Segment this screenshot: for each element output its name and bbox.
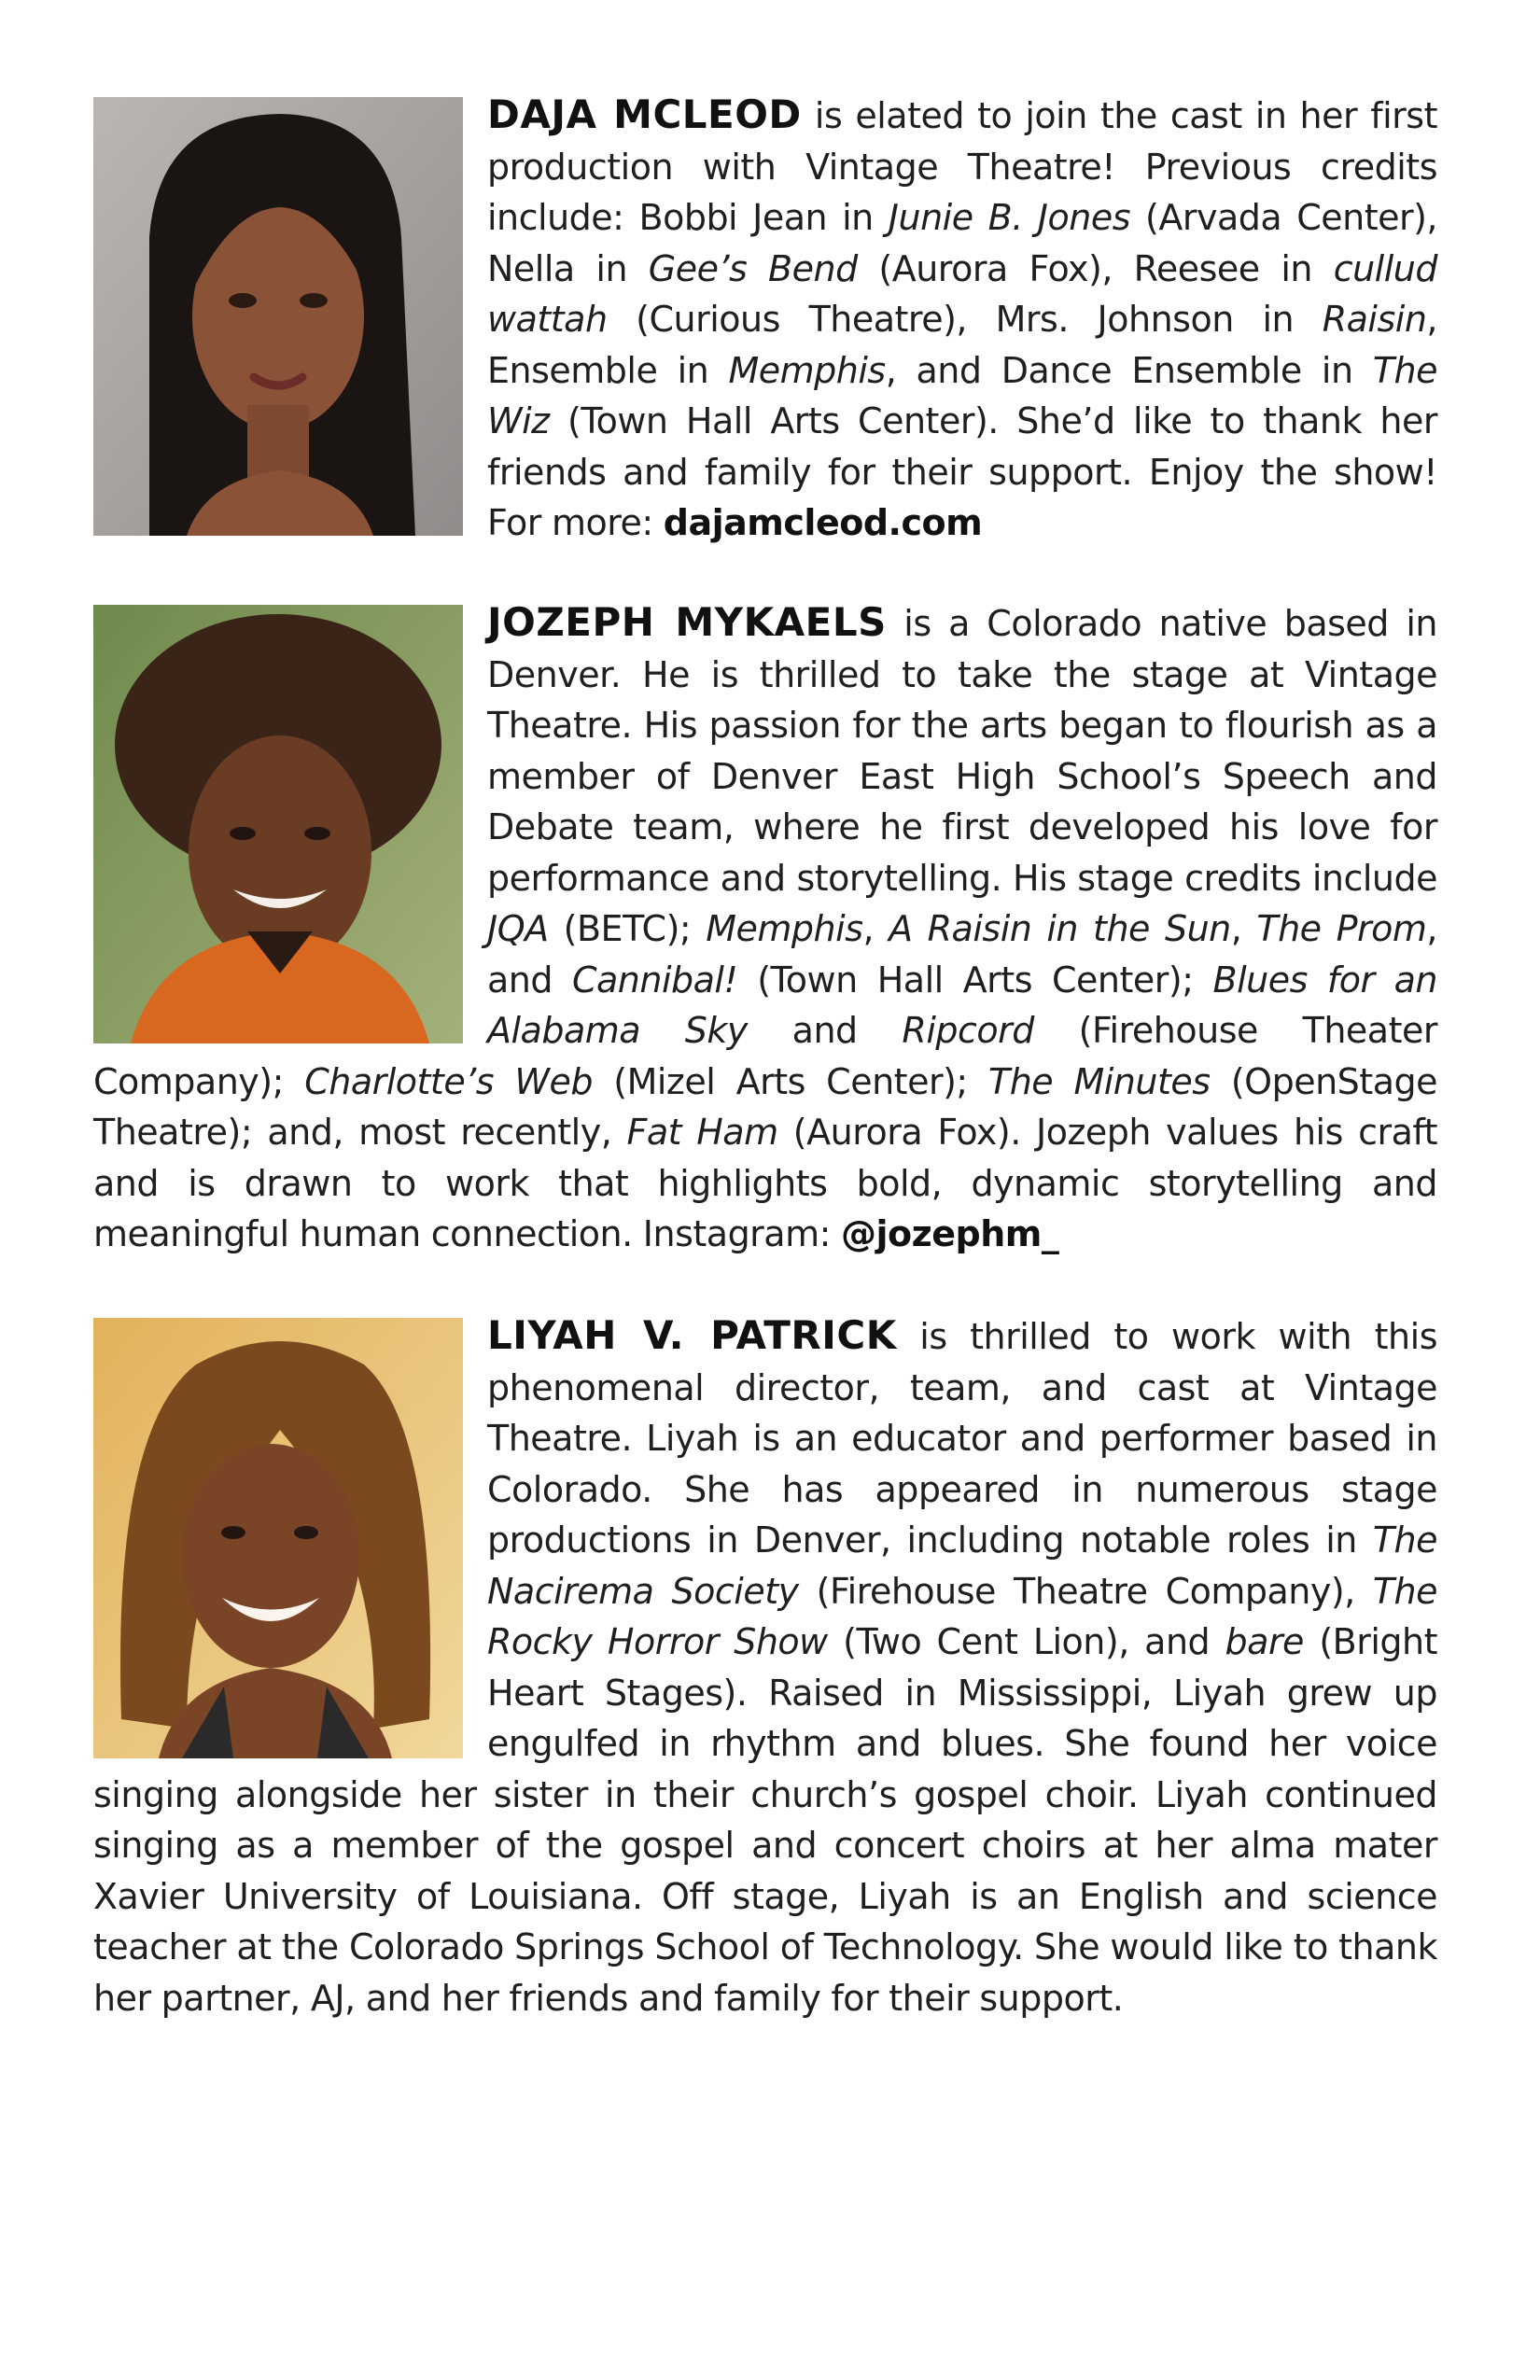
headshot-liyah-v-patrick: [93, 1318, 463, 1758]
bio-jozeph-mykaels: JOZEPH MYKAELS is a Colorado native based in Denver. He is thrilled to take the stage at Vintage Theatre. His passion for the arts began to flourish as a member of Denver East High School’s Speech and Debate team, where he first developed his love for performance and storytelling. His stage credits include JQA (BETC); Memphis, A Raisin in the Sun, The Prom, and Cannibal! (Town Hall Arts Center); Blues for an Alabama Sky and Ripcord (Firehouse Theater Company); Charlotte’s Web (Mizel Arts Center); The Minutes (OpenStage Theatre); and, most recently, Fat Ham (Aurora Fox). Jozeph values his craft and is drawn to work that highlights bold, dynamic storytelling and meaningful human connection. Instagram: @jozephm_: [93, 599, 1438, 1254]
title: bare: [1225, 1621, 1304, 1662]
title: Junie B. Jones: [888, 197, 1131, 238]
title: A Raisin in the Sun: [889, 908, 1231, 949]
title: The Wiz: [487, 349, 1437, 441]
title: Raisin: [1322, 299, 1427, 340]
title: The Minutes: [988, 1060, 1211, 1102]
title: Cannibal!: [571, 959, 738, 1001]
headshot-jozeph-mykaels: [93, 605, 463, 1043]
title: Ripcord: [902, 1010, 1034, 1051]
title: Gee’s Bend: [648, 247, 858, 289]
instagram-handle[interactable]: @jozephm_: [841, 1213, 1059, 1254]
title: Memphis: [728, 349, 886, 391]
performer-name: JOZEPH MYKAELS: [487, 599, 887, 645]
title: The Prom: [1256, 908, 1427, 949]
headshot-daja-mcleod: [93, 97, 463, 536]
title: Charlotte’s Web: [304, 1060, 593, 1102]
title: Blues for an Alabama Sky: [487, 959, 1437, 1051]
performer-name: DAJA MCLEOD: [487, 91, 802, 137]
bio-daja-mcleod: DAJA MCLEOD is elated to join the cast in her first production with Vintage Theatre! Previous credits include: Bobbi Jean in Junie B. Jones (Arvada Center), Nella in Gee’s Bend (Aurora Fox), Reesee in cullud wattah (Curious Theatre), Mrs. Johnson in Raisin, Ensemble in Memphis, and Dance Ensemble in The Wiz (Town Hall Arts Center). She’d like to thank her friends and family for their support. Enjoy the show! For more: dajamcleod.com: [93, 90, 1437, 549]
website-link[interactable]: dajamcleod.com: [663, 502, 983, 543]
bio-liyah-v-patrick: LIYAH V. PATRICK is thrilled to work with this phenomenal director, team, and cast at Vintage Theatre. Liyah is an educator and performer based in Colorado. She has appeared in numerous stage productions in Denver, including notable roles in The Nacirema Society (Firehouse Theatre Company), The Rocky Horror Show (Two Cent Lion), and bare (Bright Heart Stages). Raised in Mississippi, Liyah grew up engulfed in rhythm and blues. She found her voice singing alongside her sister in their church’s gospel choir. Liyah continued singing as a member of the gospel and concert choirs at her alma mater Xavier University of Louisiana. Off stage, Liyah is an English and science teacher at the Colorado Springs School of Technology. She would like to thank her partner, AJ, and her friends and family for their support.: [93, 1312, 1438, 2019]
title: JQA: [487, 908, 549, 949]
title: cullud wattah: [487, 247, 1437, 340]
title: Memphis: [706, 908, 863, 949]
title: Fat Ham: [626, 1112, 778, 1153]
title: The Rocky Horror Show: [487, 1570, 1438, 1662]
performer-name: LIYAH V. PATRICK: [487, 1312, 897, 1358]
title: The Nacirema Society: [487, 1519, 1437, 1612]
